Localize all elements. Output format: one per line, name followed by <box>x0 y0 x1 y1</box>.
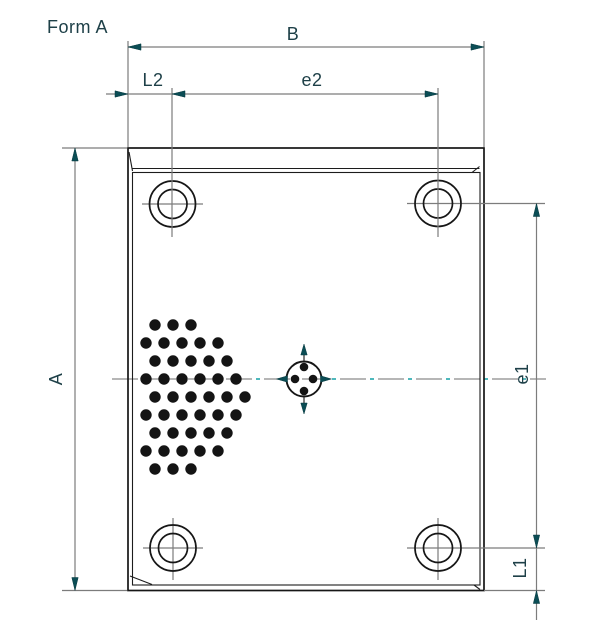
nozzle-dot <box>203 355 214 366</box>
nozzle-dot <box>194 337 205 348</box>
dimension-a <box>46 148 127 591</box>
nozzle-dot <box>185 319 196 330</box>
nozzle-dot <box>167 391 178 402</box>
nozzle-dot <box>140 445 151 456</box>
nozzle-dot <box>158 409 169 420</box>
dimension-label-e1: e1 <box>511 363 532 385</box>
dimension-label-l2: L2 <box>142 70 164 90</box>
arrow-down-icon <box>301 403 307 414</box>
nozzle-dot <box>158 337 169 348</box>
nozzle-dot <box>185 355 196 366</box>
nozzle-dot <box>149 391 160 402</box>
nozzle-dot <box>212 373 223 384</box>
nozzle-dot <box>239 391 250 402</box>
nozzle-dot <box>221 391 232 402</box>
nozzle-dot <box>194 445 205 456</box>
dimension-l1 <box>484 548 545 620</box>
dimension-label-a: A <box>45 372 66 386</box>
nozzle-dot <box>221 427 232 438</box>
nozzle-dot <box>167 463 178 474</box>
nozzle-dot-pattern <box>140 319 250 474</box>
nozzle-dot <box>158 445 169 456</box>
form-label: Form A <box>47 17 109 37</box>
nozzle-dot <box>194 409 205 420</box>
arrow-up-icon <box>301 344 307 355</box>
nozzle-dot <box>149 355 160 366</box>
nozzle-dot <box>167 319 178 330</box>
nozzle-dot <box>140 337 151 348</box>
nozzle-dot <box>185 463 196 474</box>
nozzle-dot <box>221 355 232 366</box>
dimension-label-e2: e2 <box>301 70 323 90</box>
nozzle-dot <box>158 373 169 384</box>
corner-hole-bottom-left <box>143 518 203 580</box>
dimension-label-b: B <box>286 24 300 44</box>
dimension-label-l1: L1 <box>509 557 530 579</box>
nozzle-dot <box>167 427 178 438</box>
nozzle-dot <box>185 427 196 438</box>
nozzle-dot <box>176 445 187 456</box>
nozzle-dot <box>176 409 187 420</box>
nozzle-dot <box>203 391 214 402</box>
dimension-l2 <box>106 70 438 97</box>
nozzle-dot <box>176 337 187 348</box>
nozzle-dot <box>167 355 178 366</box>
nozzle-dot <box>176 373 187 384</box>
nozzle-dot <box>140 409 151 420</box>
nozzle-dot <box>149 463 160 474</box>
nozzle-dot <box>140 373 151 384</box>
nozzle-dot <box>185 391 196 402</box>
nozzle-dot <box>149 427 160 438</box>
corner-hole-top-right <box>407 181 545 227</box>
nozzle-dot <box>212 337 223 348</box>
nozzle-dot <box>212 409 223 420</box>
arrow-right-icon <box>321 376 332 382</box>
nozzle-dot <box>194 373 205 384</box>
nozzle-dot <box>203 427 214 438</box>
dimension-e1 <box>512 204 540 549</box>
dimension-e2 <box>172 70 438 237</box>
nozzle-dot <box>230 409 241 420</box>
nozzle-dot <box>212 445 223 456</box>
nozzle-dot <box>230 373 241 384</box>
arrow-left-icon <box>277 376 288 382</box>
nozzle-dot <box>149 319 160 330</box>
